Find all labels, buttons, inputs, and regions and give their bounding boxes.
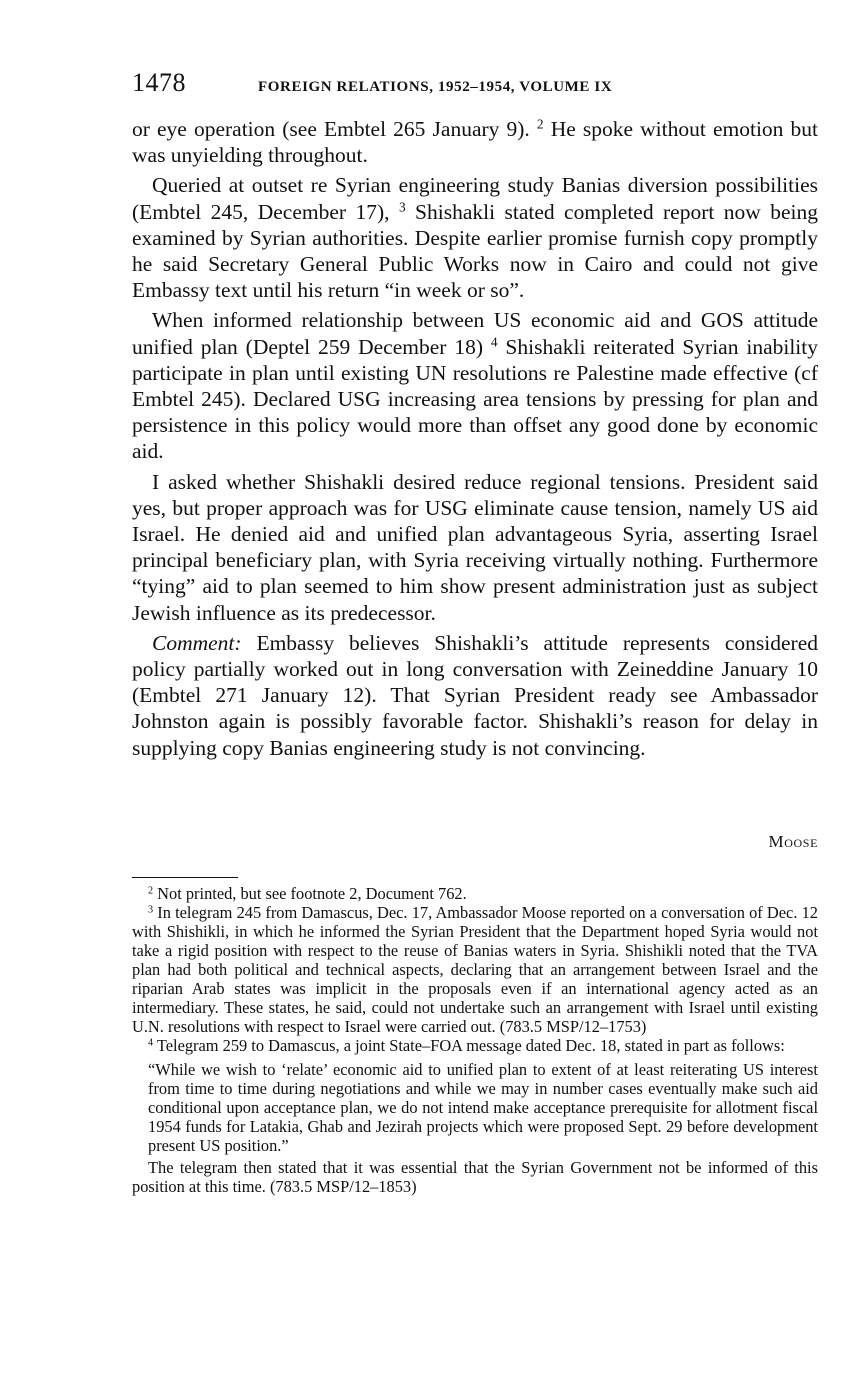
footnote-4 bbox=[132, 1036, 818, 1055]
footnote-4-mark: 4 bbox=[148, 1037, 154, 1049]
paragraph-5 bbox=[132, 630, 818, 761]
paragraph-3-text-b: Shishakli reiterated Syrian inability participate in plan until existing UN resolutions re Palestine made effective (cf Embtel 245). Declared USG increasing area tensions by pressing for plan and persistence in this policy would more than offset any good done by economic aid. bbox=[132, 334, 819, 464]
footnote-ref-2: 2 bbox=[536, 116, 544, 132]
footnote-divider bbox=[132, 877, 238, 878]
paragraph-3 bbox=[132, 307, 818, 464]
comment-label: Comment: bbox=[152, 630, 242, 655]
footnote-3 bbox=[132, 903, 818, 1036]
footnote-3-mark: 3 bbox=[148, 904, 154, 916]
footnote-2-mark: 2 bbox=[148, 885, 154, 897]
paragraph-3-text-a: When informed relationship between US economic aid and GOS attitude unified plan (Deptel 259 December 18) bbox=[132, 308, 818, 359]
paragraph-2-text-b: Shishakli stated completed report now being examined by Syrian authorities. Despite earlier promise furnish copy promptly he said Secretary General Public Works now in Cairo and could not give Embassy text until his return “in week or so”. bbox=[132, 199, 818, 303]
signature: Moose bbox=[768, 832, 818, 851]
paragraph-1-text-a: or eye operation (see Embtel 265 January 9). bbox=[132, 117, 530, 141]
telegram-body bbox=[132, 116, 818, 765]
paragraph-4: I asked whether Shishakli desired reduce regional tensions. President said yes, but proper approach was for USG eliminate cause tension, namely US aid Israel. He denied aid and unified plan advantageous Syria, asserting Israel principal beneficiary plan, with Syria receiving virtually nothing. Furthermore “tying” aid to plan seemed to him show present administration just as subject Jewish influence as its predecessor. bbox=[132, 469, 818, 625]
paragraph-1-text-b: He spoke without emotion but was unyielding throughout. bbox=[132, 117, 818, 168]
page-header bbox=[132, 68, 818, 108]
footnote-2 bbox=[132, 884, 818, 903]
running-head: FOREIGN RELATIONS, 1952–1954, VOLUME IX bbox=[258, 79, 613, 95]
footnote-ref-4: 4 bbox=[490, 334, 498, 350]
page-number: 1478 bbox=[132, 68, 186, 97]
footnotes bbox=[132, 884, 818, 1196]
footnote-ref-3: 3 bbox=[398, 199, 406, 215]
footnote-4-text: Telegram 259 to Damascus, a joint State–FOA message dated Dec. 18, stated in part as follows: bbox=[153, 1036, 785, 1055]
paragraph-2-text-a: Queried at outset re Syrian engineering study Banias diversion possibilities (Embtel 245, December 17), bbox=[132, 173, 818, 224]
paragraph-2 bbox=[132, 172, 818, 303]
footnote-4-closing: The telegram then stated that it was essential that the Syrian Government not be informed of this position at this time. (783.5 MSP/12–1853) bbox=[132, 1158, 818, 1196]
paragraph-5-text: Embassy believes Shishakli’s attitude represents considered policy partially worked out in long conversation with Zeineddine January 10 (Embtel 271 January 12). That Syrian President ready see Ambassador Johnston again is possibly favorable factor. Shishakli’s reason for delay in supplying copy Banias engineering study is not convincing. bbox=[132, 630, 818, 760]
footnote-2-text: Not printed, but see footnote 2, Document 762. bbox=[153, 884, 467, 903]
footnote-4-quote: “While we wish to ‘relate’ economic aid to unified plan to extent of at least reiterating US interest from time to time during negotiations and while we may in number cases eventually make such aid conditional upon acceptance plan, we do not intend make acceptance prerequisite for allotment fiscal 1954 funds for Latakia, Ghab and Jezirah projects which were proposed Sept. 29 before development present US position.” bbox=[148, 1060, 818, 1155]
footnote-3-text: In telegram 245 from Damascus, Dec. 17, Ambassador Moose reported on a conversation of Dec. 12 with Shishikli, in which he informed the Syrian President that the Department hoped Syria would not take a rigid position with respect to the reuse of Banias waters in Syria. Shishikli noted that the TVA plan had both political and technical aspects, declaring that an arrangement between Israel and the riparian Arab states was implicit in the proposals even if an international agency acted as an intermediary. These states, he said, could not undertake such an arrangement with Israel until existing U.N. resolutions with respect to Israel were carried out. (783.5 MSP/12–1753) bbox=[132, 903, 818, 1036]
paragraph-1 bbox=[132, 116, 818, 168]
